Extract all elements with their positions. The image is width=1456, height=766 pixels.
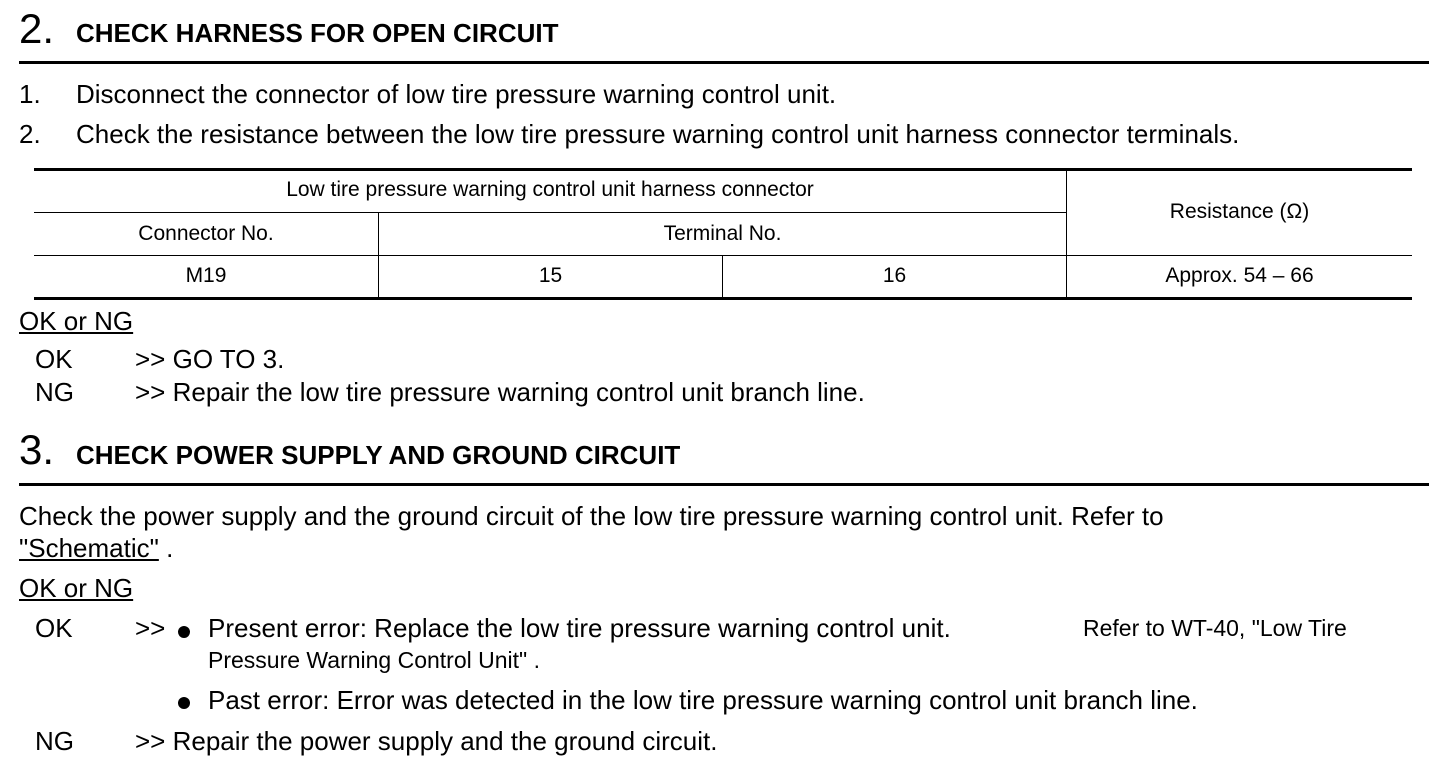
step-3-ok-bullet-1-reference[interactable]: Refer to WT-40, "Low Tire — [1083, 615, 1347, 641]
step-3-body-line-2 — [19, 535, 173, 561]
table-bottom-border — [34, 297, 1412, 300]
step-3-ok-bullet-2-text: Past error: Error was detected in the low tire pressure warning control unit branch line. — [208, 685, 1198, 715]
step-2-ok-action: >> GO TO 3. — [135, 344, 285, 374]
table-row-divider — [34, 255, 1412, 256]
schematic-link[interactable]: "Schematic" — [19, 533, 159, 563]
table-top-border — [34, 168, 1412, 171]
step-3-number: 3. — [19, 426, 55, 473]
step-3-ok-bullet-1-text: Present error: Replace the low tire pressure warning control unit. — [208, 613, 951, 643]
step-3-ok-label: OK — [35, 613, 73, 643]
step-3-ok-bullet-1-reference-cont[interactable]: Pressure Warning Control Unit" . — [208, 647, 540, 673]
step-3-title: CHECK POWER SUPPLY AND GROUND CIRCUIT — [76, 440, 681, 470]
step-2-ok-label: OK — [35, 344, 73, 374]
step-2-number: 2. — [19, 5, 55, 52]
table-cell-terminal-a: 15 — [538, 264, 563, 287]
step-3-divider — [19, 483, 1429, 486]
step-2-divider — [19, 61, 1429, 64]
table-terminal-header: Terminal No. — [663, 222, 782, 245]
table-cell-terminal-b: 16 — [882, 264, 907, 287]
schematic-link-suffix: . — [158, 533, 174, 563]
table-header-divider — [34, 212, 1067, 213]
table-group-header: Low tire pressure warning control unit harness connector — [286, 178, 814, 201]
step-3-ng-action: >> Repair the power supply and the ground circuit. — [135, 726, 718, 756]
step-3-ok-arrow: >> — [135, 613, 166, 643]
step-3-ng-label: NG — [35, 726, 74, 756]
step-2-ng-action: >> Repair the low tire pressure warning control unit branch line. — [135, 377, 865, 407]
step-2-item-2-text: Check the resistance between the low tire pressure warning control unit harness connector terminals. — [76, 119, 1240, 149]
step-3-ok-or-ng-label: OK or NG — [19, 573, 134, 603]
step-2-title: CHECK HARNESS FOR OPEN CIRCUIT — [76, 18, 559, 48]
step-3-body-text: Check the power supply and the ground circuit of the low tire pressure warning control unit. Refer to — [19, 501, 1164, 531]
step-2-item-1-number: 1. — [19, 79, 41, 109]
step-2-item-2-number: 2. — [19, 119, 41, 149]
table-cell-connector: M19 — [185, 264, 227, 287]
table-resistance-header: Resistance (Ω) — [1169, 200, 1310, 223]
table-cell-resistance: Approx. 54 – 66 — [1165, 264, 1314, 287]
step-2-ok-or-ng-label: OK or NG — [19, 306, 134, 336]
bullet-icon — [178, 626, 190, 638]
step-2-item-1-text: Disconnect the connector of low tire pressure warning control unit. — [76, 79, 837, 109]
step-2-ng-label: NG — [35, 377, 74, 407]
bullet-icon — [178, 697, 190, 709]
table-connector-header: Connector No. — [138, 222, 274, 245]
